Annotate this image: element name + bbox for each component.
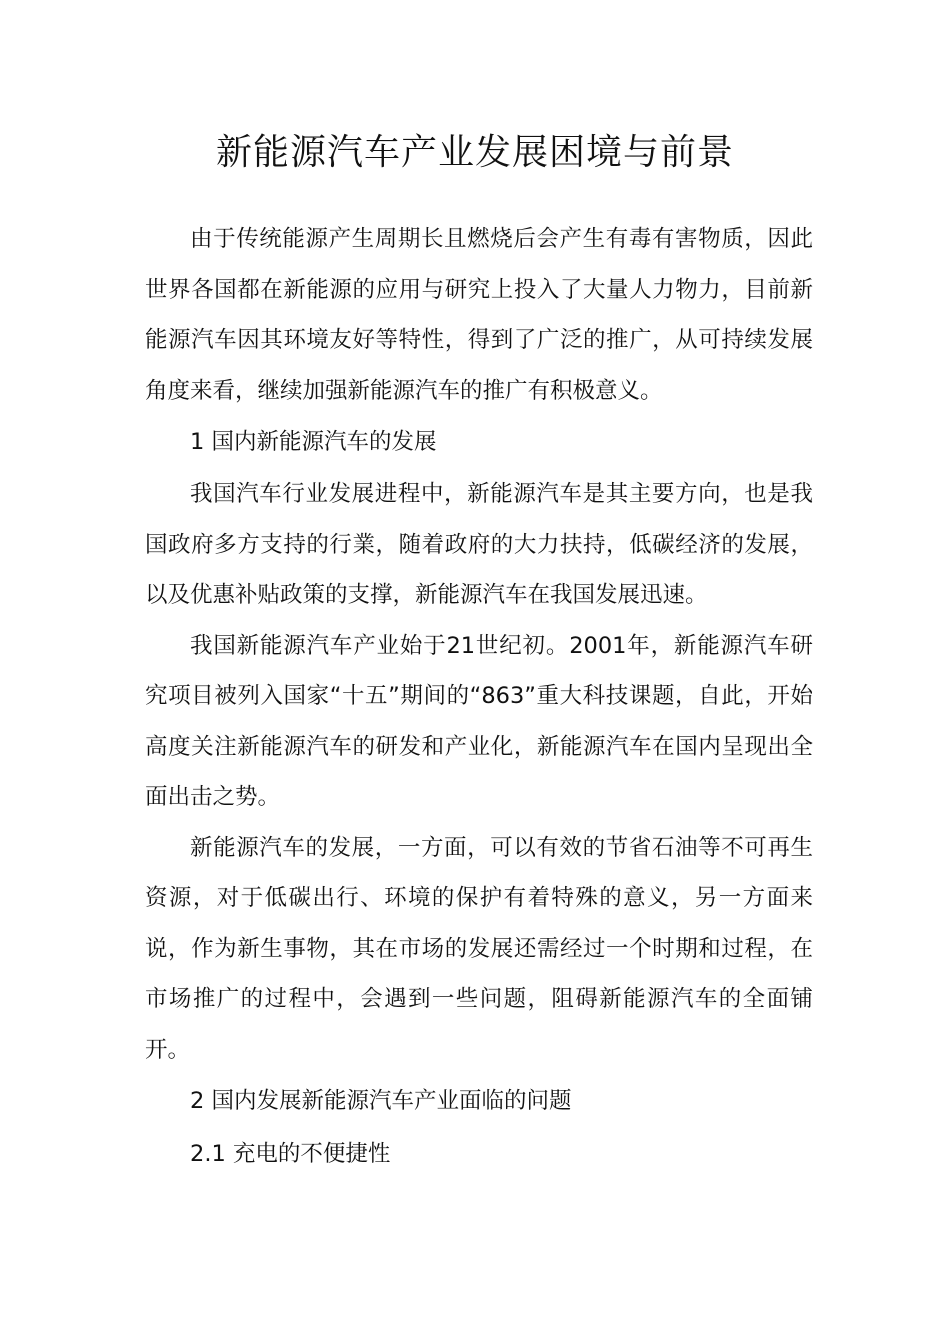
section-heading-1: 1 国内新能源汽车的发展: [190, 429, 437, 455]
paragraph-industry-origin: 我国新能源汽车产业始于21世纪初。2001年，新能源汽车研究项目被列入国家“十五”期间的“863”重大科技课题，自此，开始高度关注新能源汽车的研发和产业化，新能源汽车在国内呈现出全面出击之势。: [145, 632, 813, 810]
document-title: 新能源汽车产业发展困境与前景: [215, 132, 734, 174]
section-heading-2: 2 国内发展新能源汽车产业面临的问题: [190, 1088, 572, 1114]
document-body: [145, 214, 813, 1181]
subsection-heading-2-1: 2.1 充电的不便捷性: [190, 1141, 391, 1167]
paragraph-intro: 由于传统能源产生周期长且燃烧后会产生有毒有害物质，因此世界各国都在新能源的应用与研究上投入了大量人力物力，目前新能源汽车因其环境友好等特性，得到了广泛的推广，从可持续发展角度来看，继续加强新能源汽车的推广有积极意义。: [145, 226, 813, 404]
paragraph-development-direction: 我国汽车行业发展进程中，新能源汽车是其主要方向，也是我国政府多方支持的行業，随着政府的大力扶持，低碳经济的发展，以及优惠补贴政策的支撑，新能源汽车在我国发展迅速。: [145, 481, 813, 608]
paragraph-significance: 新能源汽车的发展，一方面，可以有效的节省石油等不可再生资源，对于低碳出行、环境的保护有着特殊的意义，另一方面来说，作为新生事物，其在市场的发展还需经过一个时期和过程，在市场推广的过程中，会遇到一些问题，阻碍新能源汽车的全面铺开。: [145, 834, 813, 1063]
